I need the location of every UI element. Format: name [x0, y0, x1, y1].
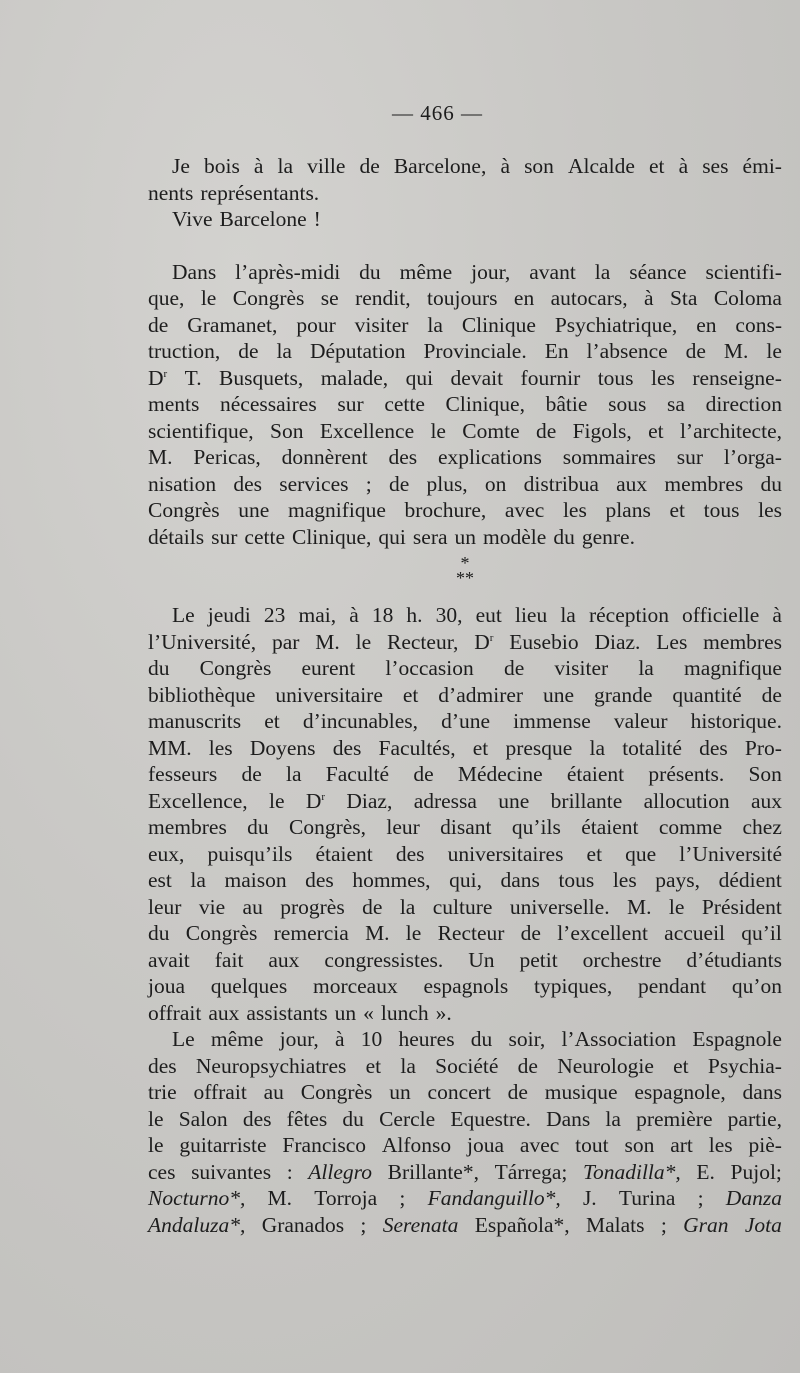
text-line: membres du Congrès, leur disant qu’ils étaient comme chez — [148, 815, 782, 839]
paragraph — [148, 1026, 782, 1238]
text-line: Dans l’après-midi du même jour, avant la séance scientifi- — [172, 259, 782, 284]
paragraph — [148, 602, 782, 1026]
text-line: Andaluza*, Granados ; Serenata Española*, Malats ; Gran Jota — [148, 1212, 782, 1237]
text-line: Nocturno*, M. Torroja ; Fandanguillo*, J. Turina ; Danza — [148, 1186, 782, 1210]
text-line: le guitarriste Francisco Alfonso joua avec tout son art les piè- — [148, 1133, 782, 1157]
text-line: truction, de la Députation Provinciale. En l’absence de M. le — [148, 339, 782, 363]
text-line: de Gramanet, pour visiter la Clinique Psychiatrique, en cons- — [148, 312, 782, 337]
paragraph — [148, 206, 782, 233]
text-line: nisation des services ; de plus, on distribua aux membres du — [148, 471, 782, 496]
page-number: — 466 — — [392, 101, 483, 125]
text-line: avait fait aux congressistes. Un petit orchestre d’étudiants — [148, 947, 782, 972]
text-line: du Congrès eurent l’occasion de visiter la magnifique — [148, 656, 782, 680]
text-line: joua quelques morceaux espagnols typiques, pendant qu’on — [148, 974, 782, 998]
text-line: du Congrès remercia M. le Recteur de l’excellent accueil qu’il — [148, 921, 782, 945]
paragraph-gap — [148, 233, 782, 259]
text-line: leur vie au progrès de la culture universelle. M. le Président — [148, 894, 782, 919]
text-line: Vive Barcelone ! — [172, 207, 321, 231]
text-line: bibliothèque universitaire et d’admirer une grande quantité de — [148, 682, 782, 707]
text-line: Je bois à la ville de Barcelone, à son Alcalde et à ses émi- — [172, 154, 782, 178]
text-line: offrait aux assistants un « lunch ». — [148, 1000, 452, 1025]
text-line: des Neuropsychiatres et la Société de Neurologie et Psychia- — [148, 1053, 782, 1078]
paragraph — [148, 153, 782, 206]
asterism-bottom: ** — [456, 568, 474, 588]
asterism-top: * — [460, 553, 470, 573]
text-line: ments nécessaires sur cette Clinique, bâtie sous sa direction — [148, 392, 782, 416]
text-line: MM. les Doyens des Facultés, et presque la totalité des Pro- — [148, 735, 782, 760]
text-line: Le même jour, à 10 heures du soir, l’Association Espagnole — [172, 1027, 782, 1051]
text-line: manuscrits et d’incunables, d’une immense valeur historique. — [148, 709, 782, 733]
text-line: $D^r$ T. Busquets, malade, qui devait fournir tous les renseigne- — [148, 365, 782, 390]
paragraph — [148, 259, 782, 551]
text-line: Excellence, le $D^r$ Diaz, adressa une brillante allocution aux — [148, 788, 782, 813]
text-line: le Salon des fêtes du Cercle Equestre. Dans la première partie, — [148, 1106, 782, 1131]
text-line: l’Université, par M. le Recteur, $D^r$ Eusebio Diaz. Les membres — [148, 629, 782, 654]
text-line: est la maison des hommes, qui, dans tous les pays, dédient — [148, 868, 782, 892]
text-line: que, le Congrès se rendit, toujours en autocars, à Sta Coloma — [148, 286, 782, 310]
text-line: trie offrait au Congrès un concert de musique espagnole, dans — [148, 1080, 782, 1104]
text-line: fesseurs de la Faculté de Médecine étaient présents. Son — [148, 762, 782, 786]
text-line: détails sur cette Clinique, qui sera un modèle du genre. — [148, 524, 635, 549]
text-line: eux, puisqu’ils étaient des universitaires et que l’Université — [148, 841, 782, 866]
text-line: ces suivantes : Allegro Brillante*, Tárrega; Tonadilla*, E. Pujol; — [148, 1159, 782, 1184]
text-line: M. Pericas, donnèrent des explications sommaires sur l’orga- — [148, 445, 782, 469]
text-line: scientifique, Son Excellence le Comte de Figols, et l’architecte, — [148, 418, 782, 443]
text-line: Le jeudi 23 mai, à 18 h. 30, eut lieu la réception officielle à — [172, 603, 782, 627]
text-line: nents représentants. — [148, 180, 320, 205]
body-text — [148, 153, 782, 1238]
asterism-separator — [148, 550, 782, 602]
text-line: Congrès une magnifique brochure, avec les plans et tous les — [148, 498, 782, 522]
